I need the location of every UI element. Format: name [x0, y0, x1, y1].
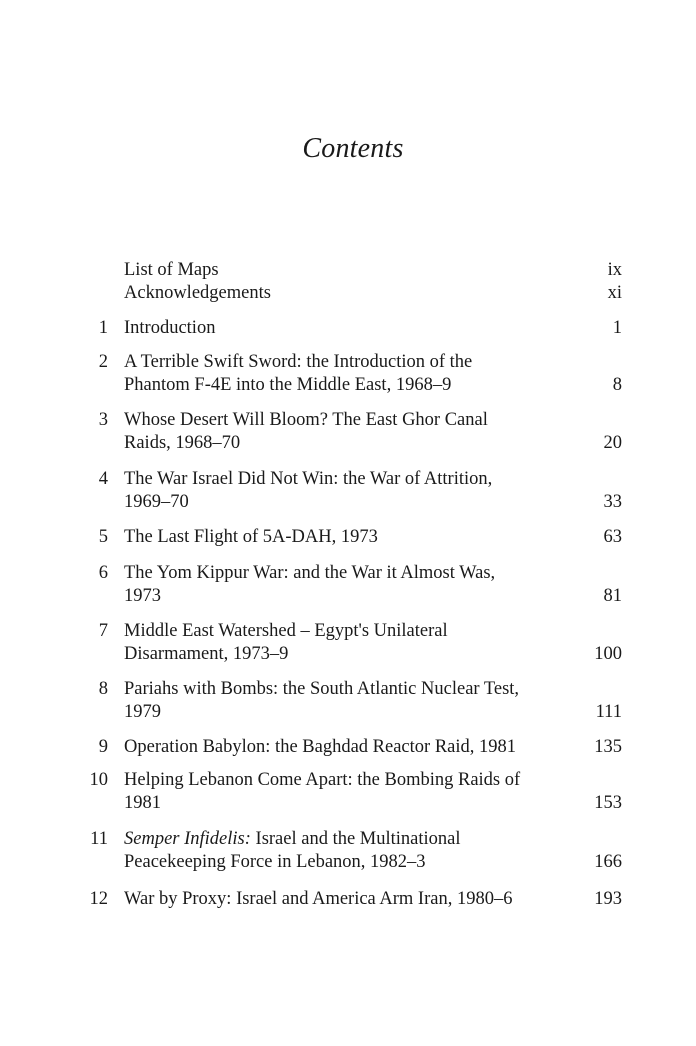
toc-entry-page: 81	[603, 586, 622, 606]
toc-entry-title: The Yom Kippur War: and the War it Almost Was,	[124, 563, 496, 583]
chapter-number: 10	[89, 770, 108, 790]
toc-entry-page: 111	[595, 702, 622, 722]
toc-entry-page: 63	[603, 527, 622, 547]
toc-entry-title: Acknowledgements	[124, 283, 271, 303]
toc-entry-page: ix	[607, 260, 622, 280]
italic-title-part: Semper Infidelis:	[124, 829, 251, 849]
toc-entry-page: 153	[594, 793, 622, 813]
toc-entry-title: The Last Flight of 5A-DAH, 1973	[124, 527, 378, 547]
toc-entry-title: The War Israel Did Not Win: the War of Attrition,	[124, 469, 493, 489]
chapter-number: 5	[98, 527, 108, 547]
toc-entry-title: Operation Babylon: the Baghdad Reactor Raid, 1981	[124, 737, 517, 757]
toc-entry-title-continued: Peacekeeping Force in Lebanon, 1982–3	[124, 852, 426, 872]
chapter-number: 6	[98, 563, 108, 583]
chapter-number: 8	[98, 679, 108, 699]
toc-entry-title: War by Proxy: Israel and America Arm Iran, 1980–6	[124, 889, 513, 909]
page-title: Contents	[302, 133, 404, 164]
chapter-number: 2	[98, 352, 108, 372]
toc-entry-title: List of Maps	[124, 260, 219, 280]
chapter-number: 9	[98, 737, 108, 757]
toc-entry-title: Middle East Watershed – Egypt's Unilateral	[124, 621, 448, 641]
toc-entry-title: Helping Lebanon Come Apart: the Bombing Raids of	[124, 770, 521, 790]
toc-entry-title-continued: 1973	[124, 586, 161, 606]
toc-entry-page: 20	[603, 433, 622, 453]
toc-entry-title: Whose Desert Will Bloom? The East Ghor Canal	[124, 410, 488, 430]
toc-entry-page: 135	[594, 737, 622, 757]
toc-entry-title-continued: 1969–70	[124, 492, 189, 512]
toc-entry-page: 166	[594, 852, 622, 872]
chapter-number: 7	[98, 621, 108, 641]
toc-entry-page: 100	[594, 644, 622, 664]
toc-entry-title	[124, 828, 579, 851]
toc-entry-title-continued: Raids, 1968–70	[124, 433, 241, 453]
chapter-number: 11	[90, 829, 108, 849]
toc-entry-page: 33	[603, 492, 622, 512]
toc-entry-page: 8	[612, 375, 622, 395]
chapter-number: 3	[98, 410, 108, 430]
chapter-number: 12	[89, 889, 108, 909]
toc-entry-title: A Terrible Swift Sword: the Introduction of the	[124, 352, 473, 372]
toc-entry-page: 193	[594, 889, 622, 909]
toc-entry-page: xi	[607, 283, 622, 303]
toc-entry-title-continued: 1981	[124, 793, 161, 813]
title-rest: Israel and the Multinational	[250, 829, 461, 849]
toc-entry-title: Pariahs with Bombs: the South Atlantic Nuclear Test,	[124, 679, 520, 699]
toc-entry-title-continued: 1979	[124, 702, 161, 722]
toc-entry-title-continued: Disarmament, 1973–9	[124, 644, 289, 664]
toc-entry-title-continued: Phantom F-4E into the Middle East, 1968–9	[124, 375, 452, 395]
toc-entry-page: 1	[612, 318, 622, 338]
chapter-number: 1	[98, 318, 108, 338]
toc-entry-title: Introduction	[124, 318, 216, 338]
chapter-number: 4	[98, 469, 108, 489]
